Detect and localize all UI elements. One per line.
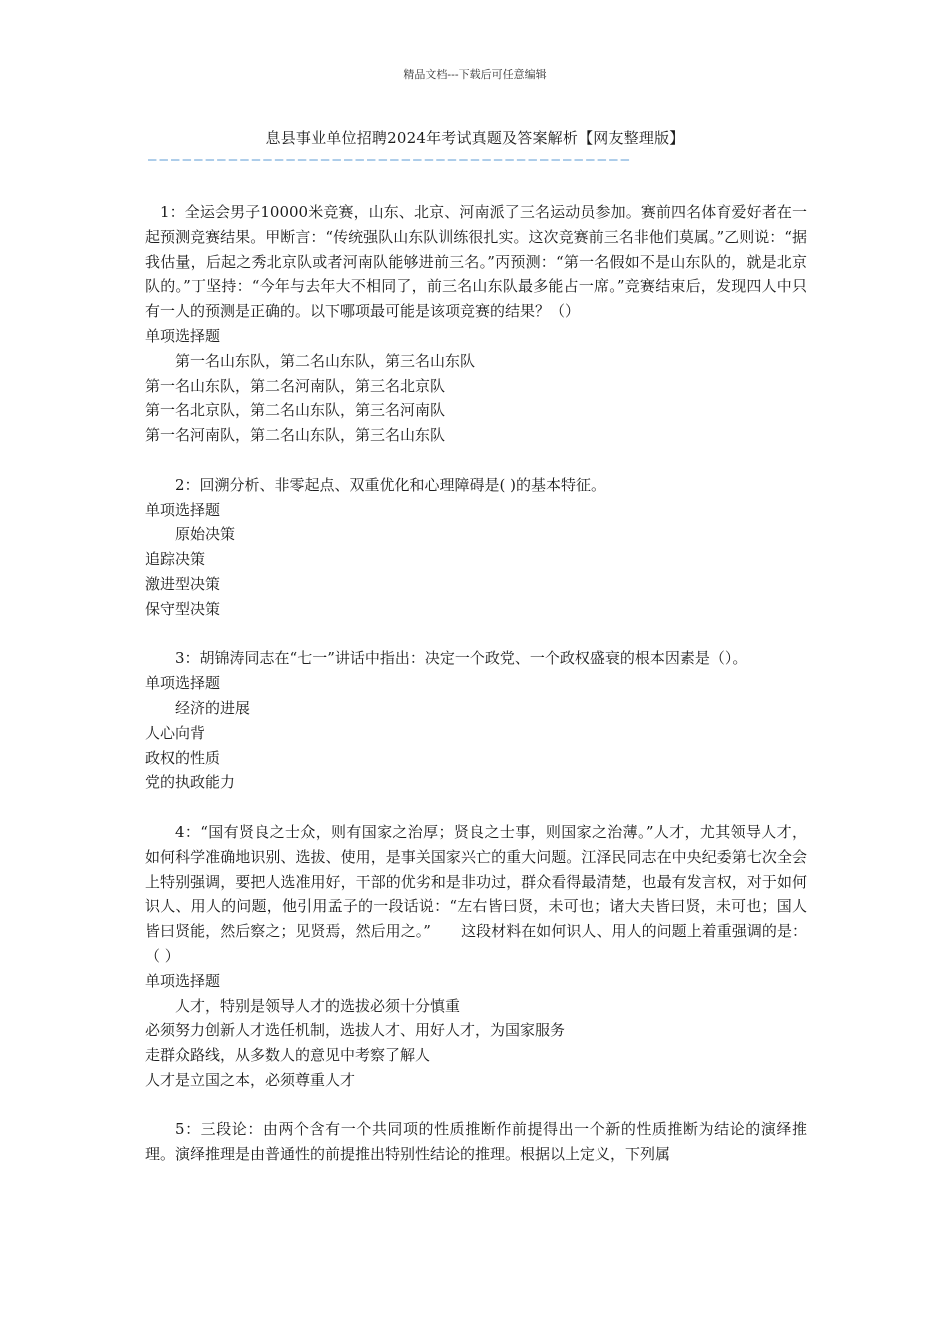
option-a[interactable]: 原始决策	[175, 525, 236, 544]
question-type: 单项选择题	[145, 971, 221, 990]
question-text: 2：回溯分析、非零起点、双重优化和心理障碍是( )的基本特征。	[175, 475, 607, 494]
option-b[interactable]: 追踪决策	[145, 550, 206, 569]
option-b[interactable]: 第一名山东队，第二名河南队，第三名北京队	[145, 376, 446, 395]
question-text: 4：“国有贤良之士众，则有国家之治厚；贤良之士事，则国家之治薄。”人才，尤其领导人才，如何科学准确地识别、选拔、使用，是事关国家兴亡的重大问题。江泽民同志在中央纪委第七次全会上特别强调，要把人选准用好，干部的优劣和是非功过，群众看得最清楚，也最有发言权，对于如何识人、用人的问题，他引用孟子的一段话说：“左右皆曰贤，未可也；诸大夫皆曰贤，未可也；国人皆曰贤能，然后察之；见贤焉，然后用之。” 这段材料在如何识人、用人的问题上着重强调的是：（ ）	[145, 822, 807, 965]
question-text: 3：胡锦涛同志在“七一”讲话中指出：决定一个政党、一个政权盛衰的根本因素是（）。	[175, 649, 748, 668]
question-3	[145, 646, 807, 795]
option-d[interactable]: 党的执政能力	[145, 773, 236, 792]
option-d[interactable]: 第一名河南队，第二名山东队，第三名山东队	[145, 426, 446, 445]
question-type: 单项选择题	[145, 500, 221, 519]
option-a[interactable]: 第一名山东队，第二名山东队，第三名山东队	[175, 351, 476, 370]
option-a[interactable]: 经济的进展	[175, 698, 251, 717]
option-c[interactable]: 激进型决策	[145, 574, 221, 593]
option-b[interactable]: 必须努力创新人才选任机制，选拔人才、用好人才，为国家服务	[145, 1021, 566, 1040]
question-2	[145, 473, 807, 622]
question-text: 5：三段论：由两个含有一个共同项的性质推断作前提得出一个新的性质推断为结论的演绎推理。演绎推理是由普通性的前提推出特别性结论的推理。根据以上定义，下列属	[145, 1120, 807, 1164]
question-5	[145, 1117, 807, 1167]
header-note: 精品文档---下载后可任意编辑	[403, 68, 547, 81]
question-type: 单项选择题	[145, 326, 221, 345]
question-list	[145, 200, 807, 1192]
option-d[interactable]: 人才是立国之本，必须尊重人才	[145, 1070, 356, 1089]
page-title: 息县事业单位招聘2024年考试真题及答案解析【网友整理版】	[265, 129, 685, 147]
question-type: 单项选择题	[145, 674, 221, 693]
option-d[interactable]: 保守型决策	[145, 599, 221, 618]
question-text: 1：全运会男子10000米竞赛，山东、北京、河南派了三名运动员参加。赛前四名体育爱好者在一起预测竞赛结果。甲断言：“传统强队山东队训练很扎实。这次竞赛前三名非他们莫属。”乙则说：“据我估量，后起之秀北京队或者河南队能够进前三名。”丙预测：“第一名假如不是山东队的，就是北京队的。”丁坚持：“今年与去年大不相同了，前三名山东队最多能占一席。”竞赛结束后，发现四人中只有一人的预测是正确的。以下哪项最可能是该项竞赛的结果？（）	[145, 203, 807, 321]
question-1	[145, 200, 807, 448]
option-c[interactable]: 第一名北京队，第二名山东队，第三名河南队	[145, 401, 446, 420]
title-divider: ——————————————————————————————————————————	[148, 152, 633, 168]
option-c[interactable]: 走群众路线，从多数人的意见中考察了解人	[145, 1046, 431, 1065]
option-b[interactable]: 人心向背	[145, 723, 206, 742]
option-a[interactable]: 人才，特别是领导人才的选拔必须十分慎重	[175, 996, 461, 1015]
option-c[interactable]: 政权的性质	[145, 748, 221, 767]
question-4	[145, 820, 807, 1093]
